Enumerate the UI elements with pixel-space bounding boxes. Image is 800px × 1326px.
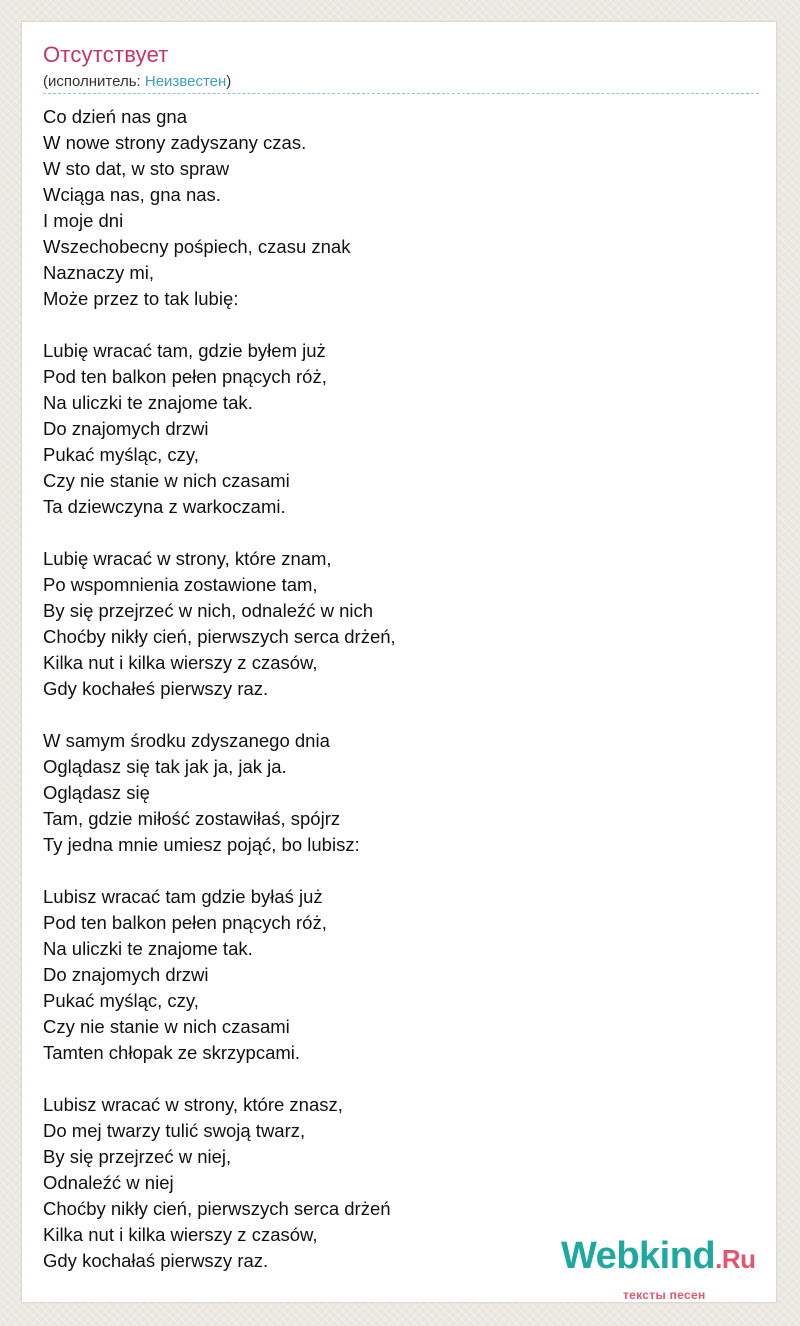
lyric-line: Kilka nut i kilka wierszy z czasów, (43, 652, 318, 673)
lyric-line: Po wspomnienia zostawione tam, (43, 574, 318, 595)
lyric-line: Kilka nut i kilka wierszy z czasów, (43, 1224, 318, 1245)
lyric-line: Choćby nikły cień, pierwszych serca drżeń, (43, 626, 396, 647)
site-logo[interactable] (561, 1236, 756, 1279)
artist-suffix: ) (226, 73, 232, 90)
song-title: Отсутствует (43, 42, 169, 67)
lyric-line: Wciąga nas, gna nas. (43, 184, 221, 205)
logo-subtitle: тексты песен (623, 1288, 706, 1302)
lyric-line: Tam, gdzie miłość zostawiłaś, spójrz (43, 808, 341, 829)
lyric-line: Oglądasz się tak jak ja, jak ja. (43, 756, 287, 777)
lyric-line: W sto dat, w sto spraw (43, 158, 230, 179)
lyric-line: Lubię wracać tam, gdzie byłem już (43, 340, 326, 361)
header-divider (43, 93, 759, 94)
lyric-line: Wszechobecny pośpiech, czasu znak (43, 236, 351, 257)
artist-prefix: (исполнитель: (43, 73, 145, 90)
logo-tld-text: .Ru (715, 1244, 756, 1274)
lyric-line: Czy nie stanie w nich czasami (43, 470, 290, 491)
lyric-line: Lubisz wracać tam gdzie byłaś już (43, 886, 323, 907)
stanza-break (43, 1066, 743, 1092)
lyric-line: By się przejrzeć w nich, odnaleźć w nich (43, 600, 374, 621)
lyric-line: Oglądasz się (43, 782, 150, 803)
artist-line (43, 73, 231, 90)
lyric-line: Tamten chłopak ze skrzypcami. (43, 1042, 301, 1063)
lyrics-card (21, 21, 777, 1303)
stanza-break (43, 312, 743, 338)
stanza-break (43, 858, 743, 884)
logo-main-text: Webkind (561, 1235, 716, 1277)
stanza-break (43, 520, 743, 546)
lyric-line: By się przejrzeć w niej, (43, 1146, 232, 1167)
artist-link[interactable]: Неизвестен (144, 73, 227, 90)
lyric-line: W nowe strony zadyszany czas. (43, 132, 307, 153)
lyric-line: Czy nie stanie w nich czasami (43, 1016, 290, 1037)
lyric-line: Gdy kochałaś pierwszy raz. (43, 1250, 269, 1271)
lyric-line: Do znajomych drzwi (43, 418, 209, 439)
lyric-line: Na uliczki te znajome tak. (43, 392, 253, 413)
lyric-line: I moje dni (43, 210, 124, 231)
lyric-line: Może przez to tak lubię: (43, 288, 239, 309)
lyric-line: Lubisz wracać w strony, które znasz, (43, 1094, 343, 1115)
lyric-line: W samym środku zdyszanego dnia (43, 730, 330, 751)
lyric-line: Do mej twarzy tulić swoją twarz, (43, 1120, 306, 1141)
lyric-line: Lubię wracać w strony, które znam, (43, 548, 332, 569)
lyric-line: Pukać myśląc, czy, (43, 990, 199, 1011)
lyric-line: Na uliczki te znajome tak. (43, 938, 253, 959)
lyric-line: Naznaczy mi, (43, 262, 155, 283)
lyric-line: Pod ten balkon pełen pnących róż, (43, 366, 327, 387)
lyrics-text (43, 104, 743, 1274)
lyric-line: Pukać myśląc, czy, (43, 444, 199, 465)
lyric-line: Do znajomych drzwi (43, 964, 209, 985)
lyric-line: Choćby nikły cień, pierwszych serca drżeń (43, 1198, 391, 1219)
lyric-line: Ta dziewczyna z warkoczami. (43, 496, 286, 517)
stanza-break (43, 702, 743, 728)
lyric-line: Ty jedna mnie umiesz pojąć, bo lubisz: (43, 834, 360, 855)
lyric-line: Gdy kochałeś pierwszy raz. (43, 678, 269, 699)
lyric-line: Co dzień nas gna (43, 106, 187, 127)
lyric-line: Pod ten balkon pełen pnących róż, (43, 912, 327, 933)
lyric-line: Odnaleźć w niej (43, 1172, 174, 1193)
